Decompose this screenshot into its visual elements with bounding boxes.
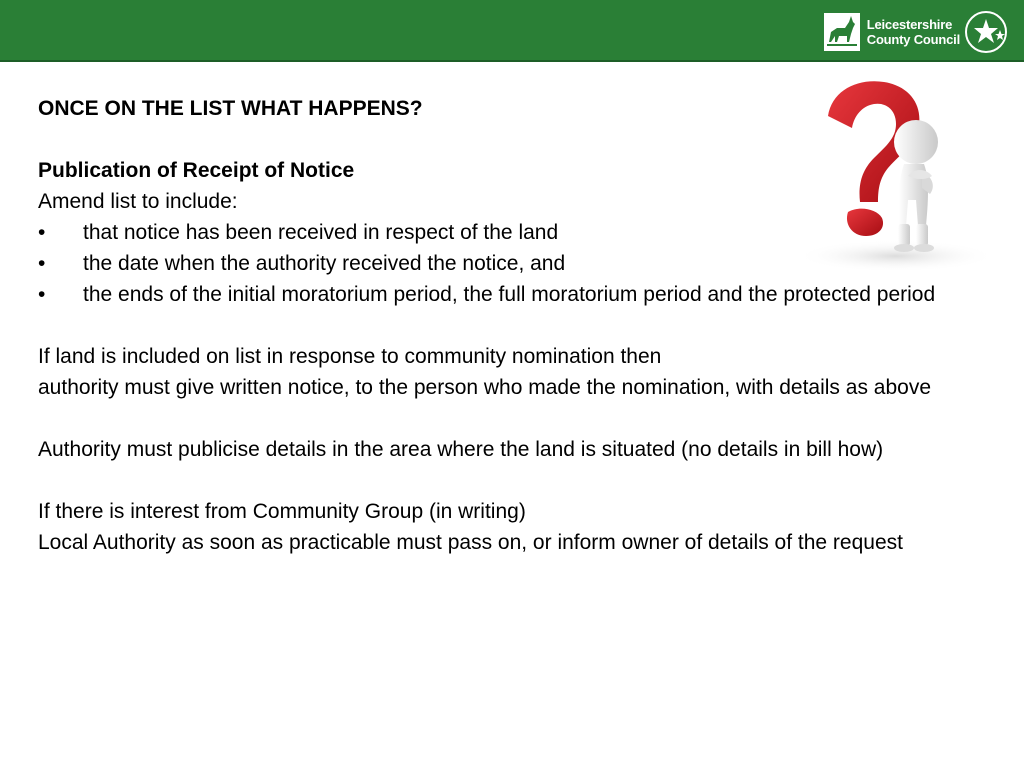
bullet-symbol: • [38, 221, 46, 244]
council-logo [823, 10, 1008, 54]
paragraph-nomination-intro: If land is included on list in response to community nomination then [38, 345, 662, 368]
paragraph-interest-intro: If there is interest from Community Group (in writing) [38, 500, 526, 523]
intro-text: Amend list to include: [38, 190, 238, 213]
logo-line-2: County Council [866, 32, 960, 47]
rated-a-council-badge-icon [964, 10, 1008, 54]
logo-line-1: Leicestershire [866, 17, 953, 32]
bullet-text: the date when the authority received the notice, and [83, 252, 566, 275]
paragraph-nomination-detail: authority must give written notice, to the person who made the nomination, with details as above [38, 376, 931, 399]
bullet-symbol: • [38, 252, 46, 275]
paragraph-publicise: Authority must publicise details in the area where the land is situated (no details in bill how) [38, 438, 884, 461]
header-bar [0, 0, 1024, 62]
fox-icon [823, 12, 861, 52]
bullet-symbol: • [38, 283, 46, 306]
slide-title: ONCE ON THE LIST WHAT HAPPENS? [38, 97, 423, 120]
paragraph-interest-detail: Local Authority as soon as practicable must pass on, or inform owner of details of the request [38, 531, 903, 554]
logo-wordmark [867, 17, 960, 47]
list-item [38, 279, 988, 310]
bullet-text: the ends of the initial moratorium period, the full moratorium period and the protected period [83, 283, 936, 306]
bullet-text: that notice has been received in respect of the land [83, 221, 559, 244]
question-mark-figure-icon [786, 76, 992, 276]
section-subheading: Publication of Receipt of Notice [38, 159, 355, 182]
